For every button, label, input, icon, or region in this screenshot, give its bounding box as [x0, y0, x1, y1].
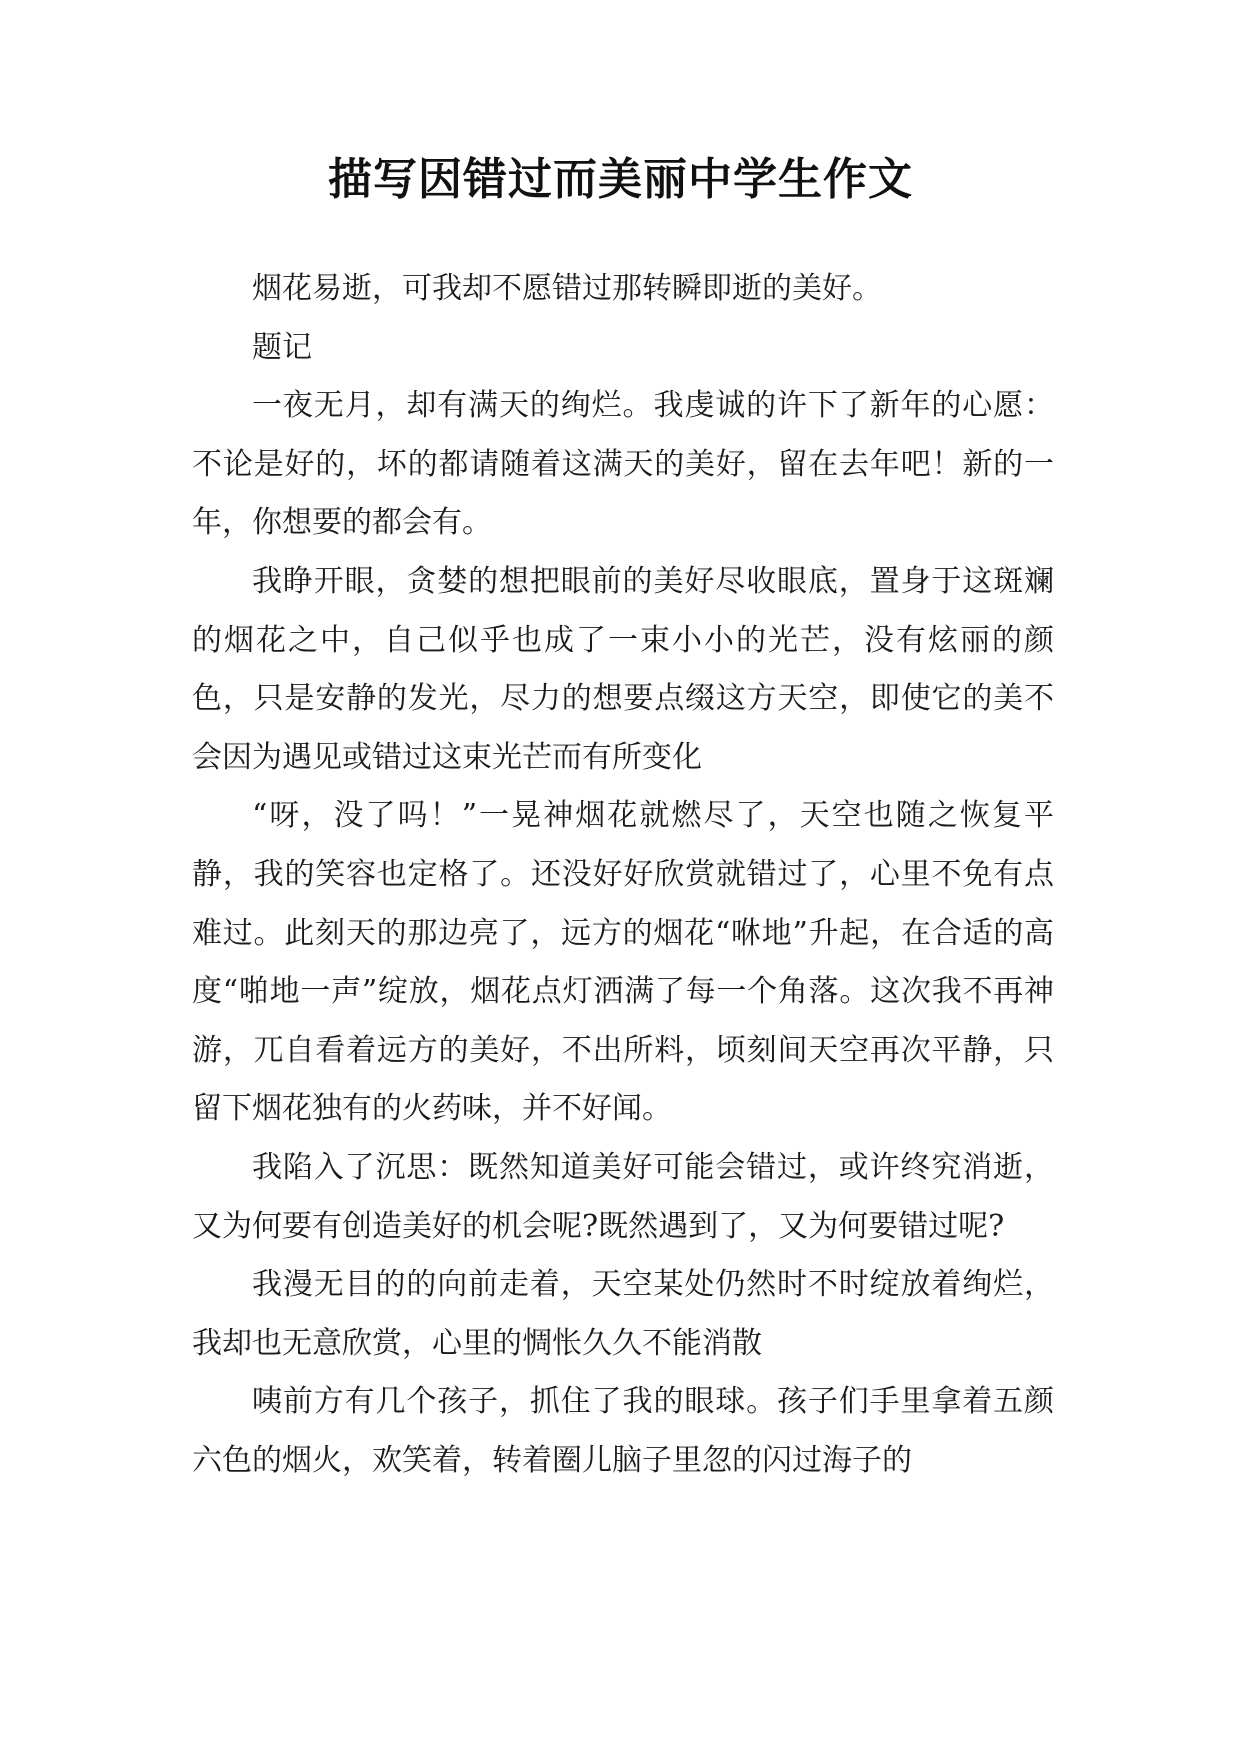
paragraph: 我陷入了沉思：既然知道美好可能会错过，或许终究消逝，又为何要有创造美好的机会呢?既然遇到了，又为何要错过呢? — [192, 1149, 1054, 1244]
document-body — [192, 260, 1054, 1490]
document-title: 描写因错过而美丽中学生作文 — [328, 154, 913, 205]
paragraph: “呀，没了吗！”一晃神烟花就燃尽了，天空也随之恢复平静，我的笑容也定格了。还没好好欣赏就错过了，心里不免有点难过。此刻天的那边亮了，远方的烟花“咻地”升起，在合适的高度“啪地一声”绽放，烟花点灯洒满了每一个角落。这次我不再神游，兀自看着远方的美好，不出所料，顷刻间天空再次平静，只留下烟花独有的火药味，并不好闻。 — [192, 798, 1054, 1127]
paragraph: 我睁开眼，贪婪的想把眼前的美好尽收眼底，置身于这斑斓的烟花之中，自己似乎也成了一束小小的光芒，没有炫丽的颜色，只是安静的发光，尽力的想要点缀这方天空，即使它的美不会因为遇见或错过这束光芒而有所变化 — [192, 563, 1054, 775]
paragraph: 一夜无月，却有满天的绚烂。我虔诚的许下了新年的心愿：不论是好的，坏的都请随着这满天的美好，留在去年吧！新的一年，你想要的都会有。 — [192, 388, 1054, 541]
paragraph: 咦前方有几个孩子，抓住了我的眼球。孩子们手里拿着五颜六色的烟火，欢笑着，转着圈儿脑子里忽的闪过海子的 — [192, 1384, 1054, 1478]
paragraph: 我漫无目的的向前走着，天空某处仍然时不时绽放着绚烂，我却也无意欣赏，心里的惆怅久久不能消散 — [192, 1267, 1054, 1361]
paragraph: 烟花易逝，可我却不愿错过那转瞬即逝的美好。 — [252, 271, 882, 306]
paragraph: 题记 — [252, 329, 312, 365]
